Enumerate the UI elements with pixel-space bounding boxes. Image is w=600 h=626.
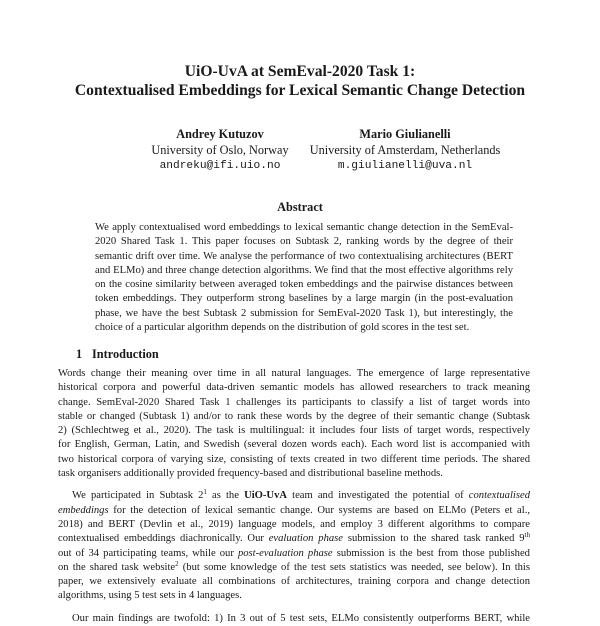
body-line: for English, German, Latin, and Swedish (several dozen words each). Each word list is accompanied with [58,439,530,451]
body-line: We participated in Subtask $2^1$ as the UiO-UvA team and investigated the potential of contextualised [72,488,530,502]
abstract-text [95,221,513,335]
body-line: algorithms, using 5 test sets in 4 languages. [58,590,242,602]
section-heading [76,347,159,362]
title-line-1: UiO-UvA at SemEval-2020 Task 1: [184,63,416,80]
author-email: andreku@ifi.uio.no [159,160,281,172]
section-title: Introduction [92,347,159,361]
author-name: Mario Giulianelli [359,127,451,141]
body-line: task organisers additionally provided frequency-based and distributional baseline methods. [58,468,443,480]
abstract-line: We apply contextualised word embeddings to lexical semantic change detection in the SemEval- [95,222,513,233]
body-line: Words change their meaning over time in all natural languages. The emergence of large representative [58,368,530,379]
body-line: 2) (Schlechtweg et al., 2020). The task is multilingual: it includes four lists of target words, respectively [58,425,530,437]
title-line-2: Contextualised Embeddings for Lexical Semantic Change Detection [74,82,526,99]
body-line: two historical corpora of varying size, consisting of texts created in two different time periods. The shared [58,453,530,465]
author-name: Andrey Kutuzov [176,127,264,141]
body-line: out of 34 participating teams, while our post-evaluation phase submission is the best from those published [58,547,530,559]
section-number: 1 [76,347,83,361]
footnote-ref[interactable]: 1 [203,488,207,497]
body-line: paper, we extensively evaluate all combinations of architectures, training corpora and change detection [58,576,530,588]
abstract-line: and ELMo) and three change detection algorithms. We find that the most effective algorithms rely [95,264,513,276]
body-line: on the shared task website$^2$ (but some knowledge of the test sets statistics was needed, see below). In this [58,559,530,573]
body-line: embeddings for the detection of lexical semantic change. Our systems are based on ELMo (Peters et al., [58,504,530,516]
body-line: contextualised embeddings diachronically. Our evaluation phase submission to the shared task ranked 9th [58,531,530,545]
introduction-body [58,367,530,626]
abstract-line: on the cosine similarity between averaged token embeddings and the pairwise distances between [95,279,513,291]
abstract-line: 2020 Shared Task 1. This paper focuses on Subtask 2, ranking words by the degree of their [95,236,513,248]
body-line: historical corpora and powerful data-driven semantic models has allowed researchers to track meaning [58,382,530,394]
paper-title [0,62,600,100]
abstract-line: semantic drift over time. We analyse the performance of two contextualising architectures (BERT [95,250,513,262]
abstract-line: phase, we have the best Subtask 2 submission for SemEval-2020 Task 1), but interestingly, the [95,307,513,319]
author-block-2 [300,126,510,174]
footnote-ref[interactable]: 2 [175,559,179,568]
author-email: m.giulianelli@uva.nl [337,160,473,172]
body-line: change. SemEval-2020 Shared Task 1 challenges its participants to classify a list of target words into [58,396,530,408]
abstract-line: choice of a particular algorithm depends on the distribution of gold scores in the test set. [95,322,470,334]
abstract-heading: Abstract [277,200,323,214]
body-line: stable or changed (Subtask 1) and/or to rank these words by the degree of their semantic change (Subtask [58,410,530,422]
abstract-line: token embeddings. They outperform strong baselines by a large margin (in the post-evaluation [95,293,513,305]
author-affiliation: University of Amsterdam, Netherlands [309,143,501,157]
author-block-1 [115,126,325,174]
body-line: 2018) and BERT (Devlin et al., 2019) language models, and employ 3 different algorithms to compare [58,518,530,530]
body-line: Our main findings are twofold: 1) In 3 out of 5 test sets, ELMo consistently outperforms BERT, while [72,612,530,624]
team-name: UiO-UvA [244,490,288,502]
author-affiliation: University of Oslo, Norway [151,143,289,157]
